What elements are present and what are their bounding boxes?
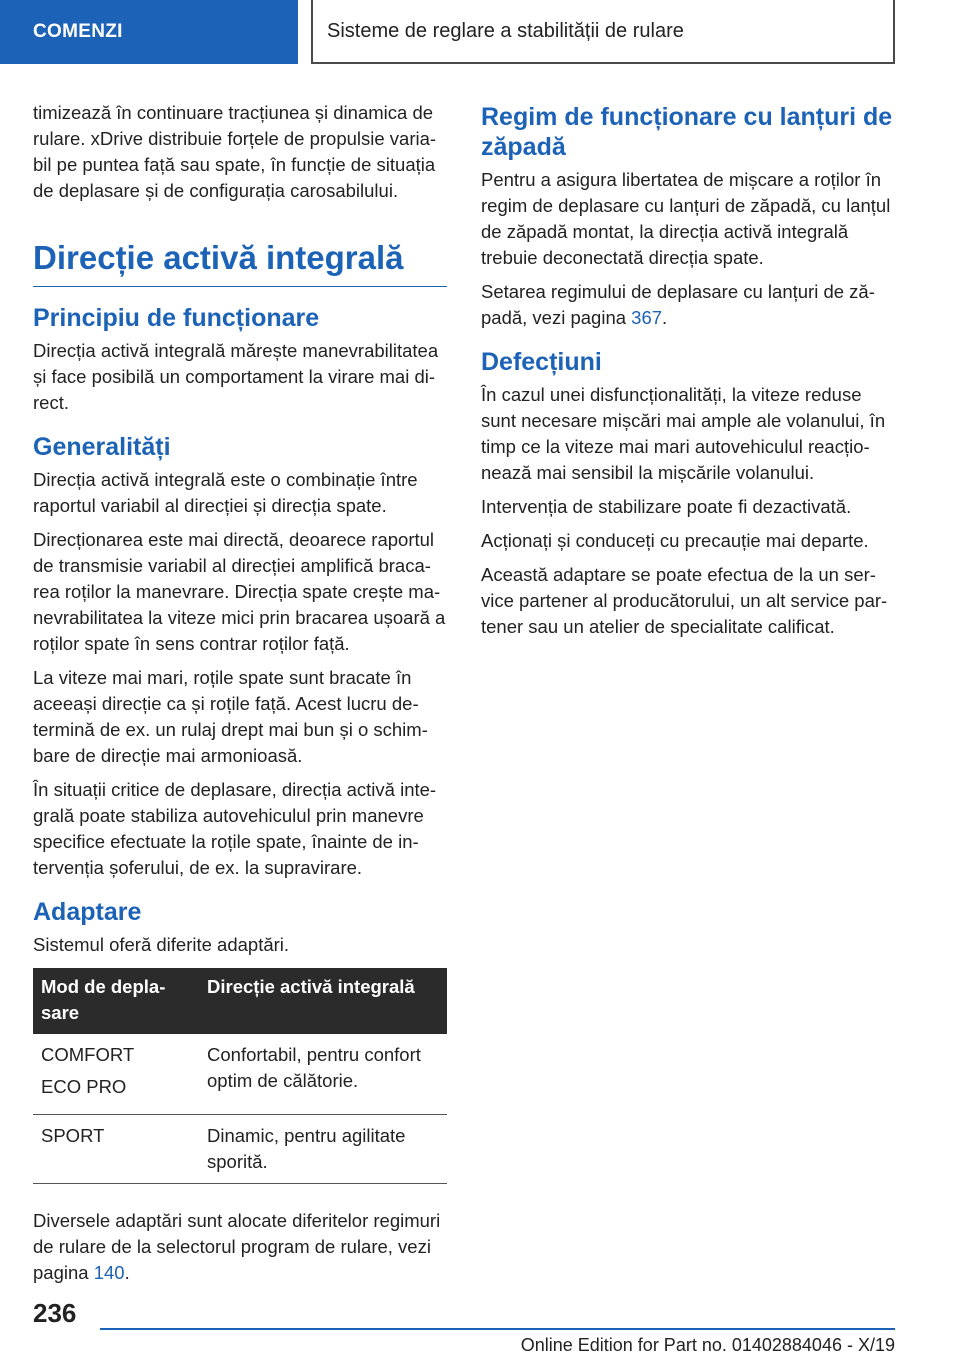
faults-paragraph: Intervenția de stabilizare poate fi dezactivată. — [481, 496, 852, 517]
adaptation-note-end: . — [124, 1262, 130, 1283]
table-header-row — [33, 968, 447, 1034]
table-cell-mode — [33, 1034, 199, 1115]
mode-label: SPORT — [41, 1125, 105, 1146]
page-number: 236 — [33, 1298, 77, 1328]
mode-label: ECO PRO — [41, 1076, 127, 1097]
adaptation-heading: Adaptare — [33, 898, 142, 926]
adaptation-text: Sistemul oferă diferite adaptări. — [33, 934, 290, 955]
table-row — [33, 1115, 447, 1184]
page-link-367[interactable]: 367 — [631, 307, 663, 328]
page-link-140[interactable]: 140 — [93, 1262, 125, 1283]
general-heading: Generalități — [33, 433, 171, 461]
snow-chains-paragraph: Pentru a asigura libertatea de mișcare a roților în regim de deplasare cu lanțuri de zăpadă, cu lanțul de zăpadă montat, la direcția activă integrală trebuie deconectată direcția spate. — [481, 169, 891, 268]
adaptation-note-text: Diversele adaptări sunt alocate diferitelor regimuri de rulare de la selectorul program de rulare, vezi pagina — [33, 1210, 441, 1283]
edition-footer: Online Edition for Part no. 01402884046 - X/19 — [520, 1335, 895, 1355]
table-cell-mode — [33, 1115, 199, 1184]
right-column — [481, 100, 897, 648]
adaptation-table — [33, 968, 447, 1184]
general-paragraph: Direcția activă integrală este o combinație între raportul variabil al direcției și direcția spate. — [33, 469, 418, 516]
snow-chains-heading: Regim de funcționare cu lanțuri de zăpadă — [481, 103, 893, 161]
mode-label: COMFORT — [41, 1044, 135, 1065]
adaptation-note — [33, 1208, 447, 1286]
faults-paragraph: Acționați și conduceți cu precauție mai departe. — [481, 530, 869, 551]
table-row — [33, 1034, 447, 1115]
intro-paragraph: timizează în continuare tracțiunea și dinamica de rulare. xDrive distribuie forțele de propulsie variabil pe puntea față sau spate, în funcție de situația de deplasare și de configurația carosabilului. — [33, 102, 437, 201]
principle-heading: Principiu de funcționare — [33, 304, 320, 332]
general-paragraph: Direcționarea este mai directă, deoarece raportul de transmisie variabil al direcției amplifică bracarea roților la manevrare. Direcția spate crește manevrabilitatea la viteze mici prin bracarea ușoară a roților spate în sens contrar roților față. — [33, 529, 446, 654]
footer-divider — [100, 1328, 895, 1330]
table-cell-description: Confortabil, pentru confort optim de călătorie. — [199, 1034, 447, 1115]
snow-chains-ref-text: Setarea regimului de deplasare cu lanțuri de zăpadă, vezi pagina — [481, 281, 875, 328]
section-heading: Direcție activă integrală — [33, 238, 447, 287]
principle-text: Direcția activă integrală mărește manevrabilitatea și face posibilă un comportament la virare mai direct. — [33, 340, 439, 413]
snow-chains-paragraph — [481, 279, 897, 331]
left-column — [33, 100, 447, 1294]
table-header-steering: Direcție activă integrală — [199, 968, 447, 1034]
table-cell-description: Dinamic, pentru agilitate sporită. — [199, 1115, 447, 1184]
chapter-title: Sisteme de reglare a stabilității de rulare — [311, 0, 895, 64]
faults-paragraph: În cazul unei disfuncționalități, la viteze reduse sunt necesare mișcări mai ample ale volanului, în timp ce la viteze mai mari autovehiculul reacționează mai sensibil la mișcările volanului. — [481, 384, 886, 483]
table-header-mode: Mod de deplasare — [33, 968, 199, 1034]
faults-heading: Defecțiuni — [481, 348, 602, 376]
faults-paragraph: Această adaptare se poate efectua de la un service partener al producătorului, un alt service partener sau un atelier de specialitate calificat. — [481, 564, 888, 637]
snow-chains-ref-end: . — [662, 307, 668, 328]
section-tab[interactable]: COMENZI — [0, 0, 298, 64]
general-paragraph: La viteze mai mari, roțile spate sunt bracate în aceeași direcție ca și roțile față. Acest lucru determină de ex. un rulaj drept mai bun și o schimbare de direcție mai armonioasă. — [33, 667, 428, 766]
general-paragraph: În situații critice de deplasare, direcția activă integrală poate stabiliza autovehiculul prin manevre specifice efectuate la roțile spate, înainte de intervenția șoferului, de ex. la supravirare. — [33, 779, 437, 878]
